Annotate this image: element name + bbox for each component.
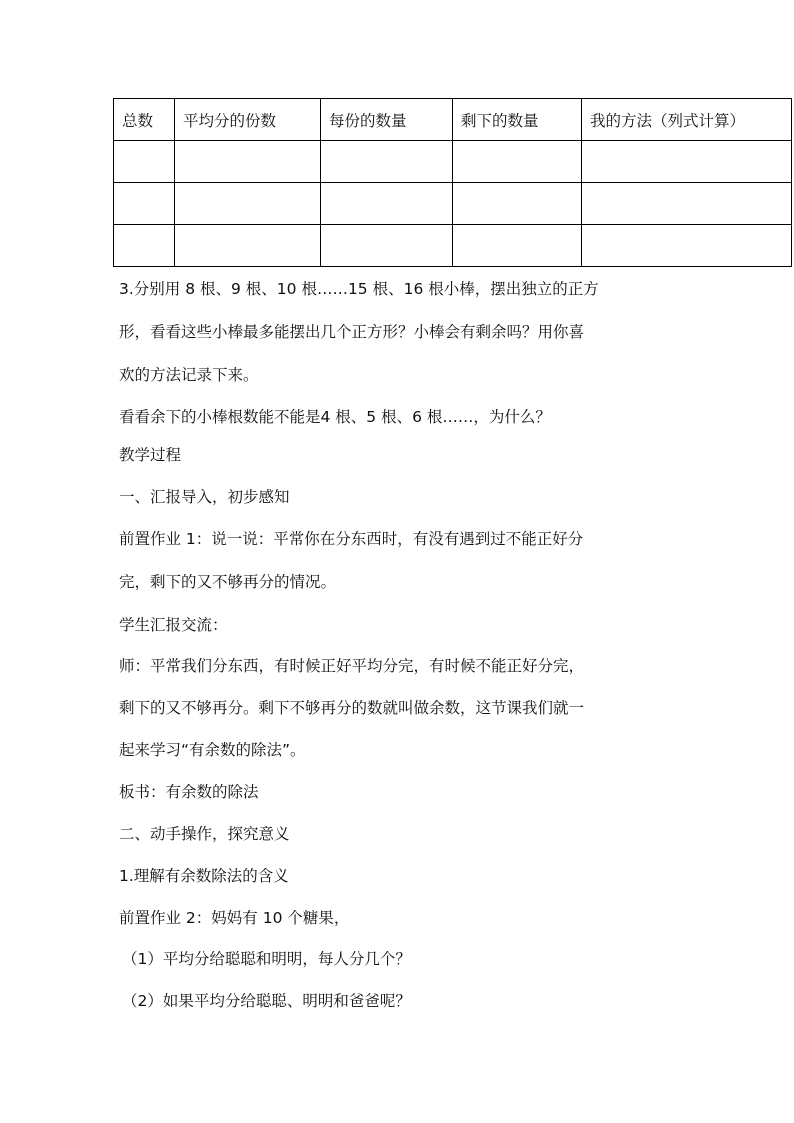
pre-task-1-line-1: 前置作业 1：说一说：平常你在分东西时，有没有遇到过不能正好分 (119, 530, 584, 548)
student-report: 学生汇报交流： (119, 616, 228, 634)
header-method: 我的方法（列式计算） (582, 99, 792, 141)
table-cell (582, 225, 792, 267)
table-cell (114, 141, 175, 183)
table-cell (582, 141, 792, 183)
table-cell (321, 141, 453, 183)
table-cell (582, 183, 792, 225)
exercise-3-line-2: 形，看看这些小棒最多能摆出几个正方形？小棒会有剩余吗？用你喜 (119, 323, 585, 341)
board-writing: 板书：有余数的除法 (119, 783, 259, 801)
table-cell (453, 141, 582, 183)
table-cell (321, 183, 453, 225)
teacher-line-2: 剩下的又不够再分。剩下不够再分的数就叫做余数，这节课我们就一 (119, 699, 585, 717)
teacher-line-3: 起来学习“有余数的除法”。 (119, 741, 306, 759)
record-table (113, 98, 792, 267)
table-row (114, 225, 792, 267)
question-1: （1）平均分给聪聪和明明，每人分几个？ (122, 950, 411, 968)
header-per-part: 每份的数量 (321, 99, 453, 141)
table-cell (175, 141, 321, 183)
subsection-1: 1.理解有余数除法的含义 (119, 867, 289, 885)
section-heading-one: 一、汇报导入，初步感知 (119, 488, 290, 506)
table-cell (453, 183, 582, 225)
header-total: 总数 (114, 99, 175, 141)
table-cell (114, 183, 175, 225)
table-cell (175, 225, 321, 267)
table-cell (114, 225, 175, 267)
table-row (114, 141, 792, 183)
exercise-3-line-1: 3.分别用 8 根、9 根、10 根……15 根、16 根小棒，摆出独立的正方 (119, 280, 599, 298)
table-row (114, 183, 792, 225)
question-2: （2）如果平均分给聪聪、明明和爸爸呢？ (122, 992, 411, 1010)
table-cell (175, 183, 321, 225)
follow-up-question: 看看余下的小棒根数能不能是4 根、5 根、6 根……，为什么？ (119, 408, 551, 426)
table-cell (321, 225, 453, 267)
header-parts: 平均分的份数 (175, 99, 321, 141)
table-cell (453, 225, 582, 267)
teacher-line-1: 师：平常我们分东西，有时候正好平均分完，有时候不能正好分完， (119, 657, 585, 675)
section-heading-process: 教学过程 (119, 446, 182, 464)
exercise-3-line-3: 欢的方法记录下来。 (119, 366, 259, 384)
header-remainder: 剩下的数量 (453, 99, 582, 141)
section-heading-two: 二、动手操作，探究意义 (119, 825, 290, 843)
table-header-row (114, 99, 792, 141)
pre-task-2: 前置作业 2：妈妈有 10 个糖果， (119, 909, 350, 927)
pre-task-1-line-2: 完，剩下的又不够再分的情况。 (119, 573, 337, 591)
